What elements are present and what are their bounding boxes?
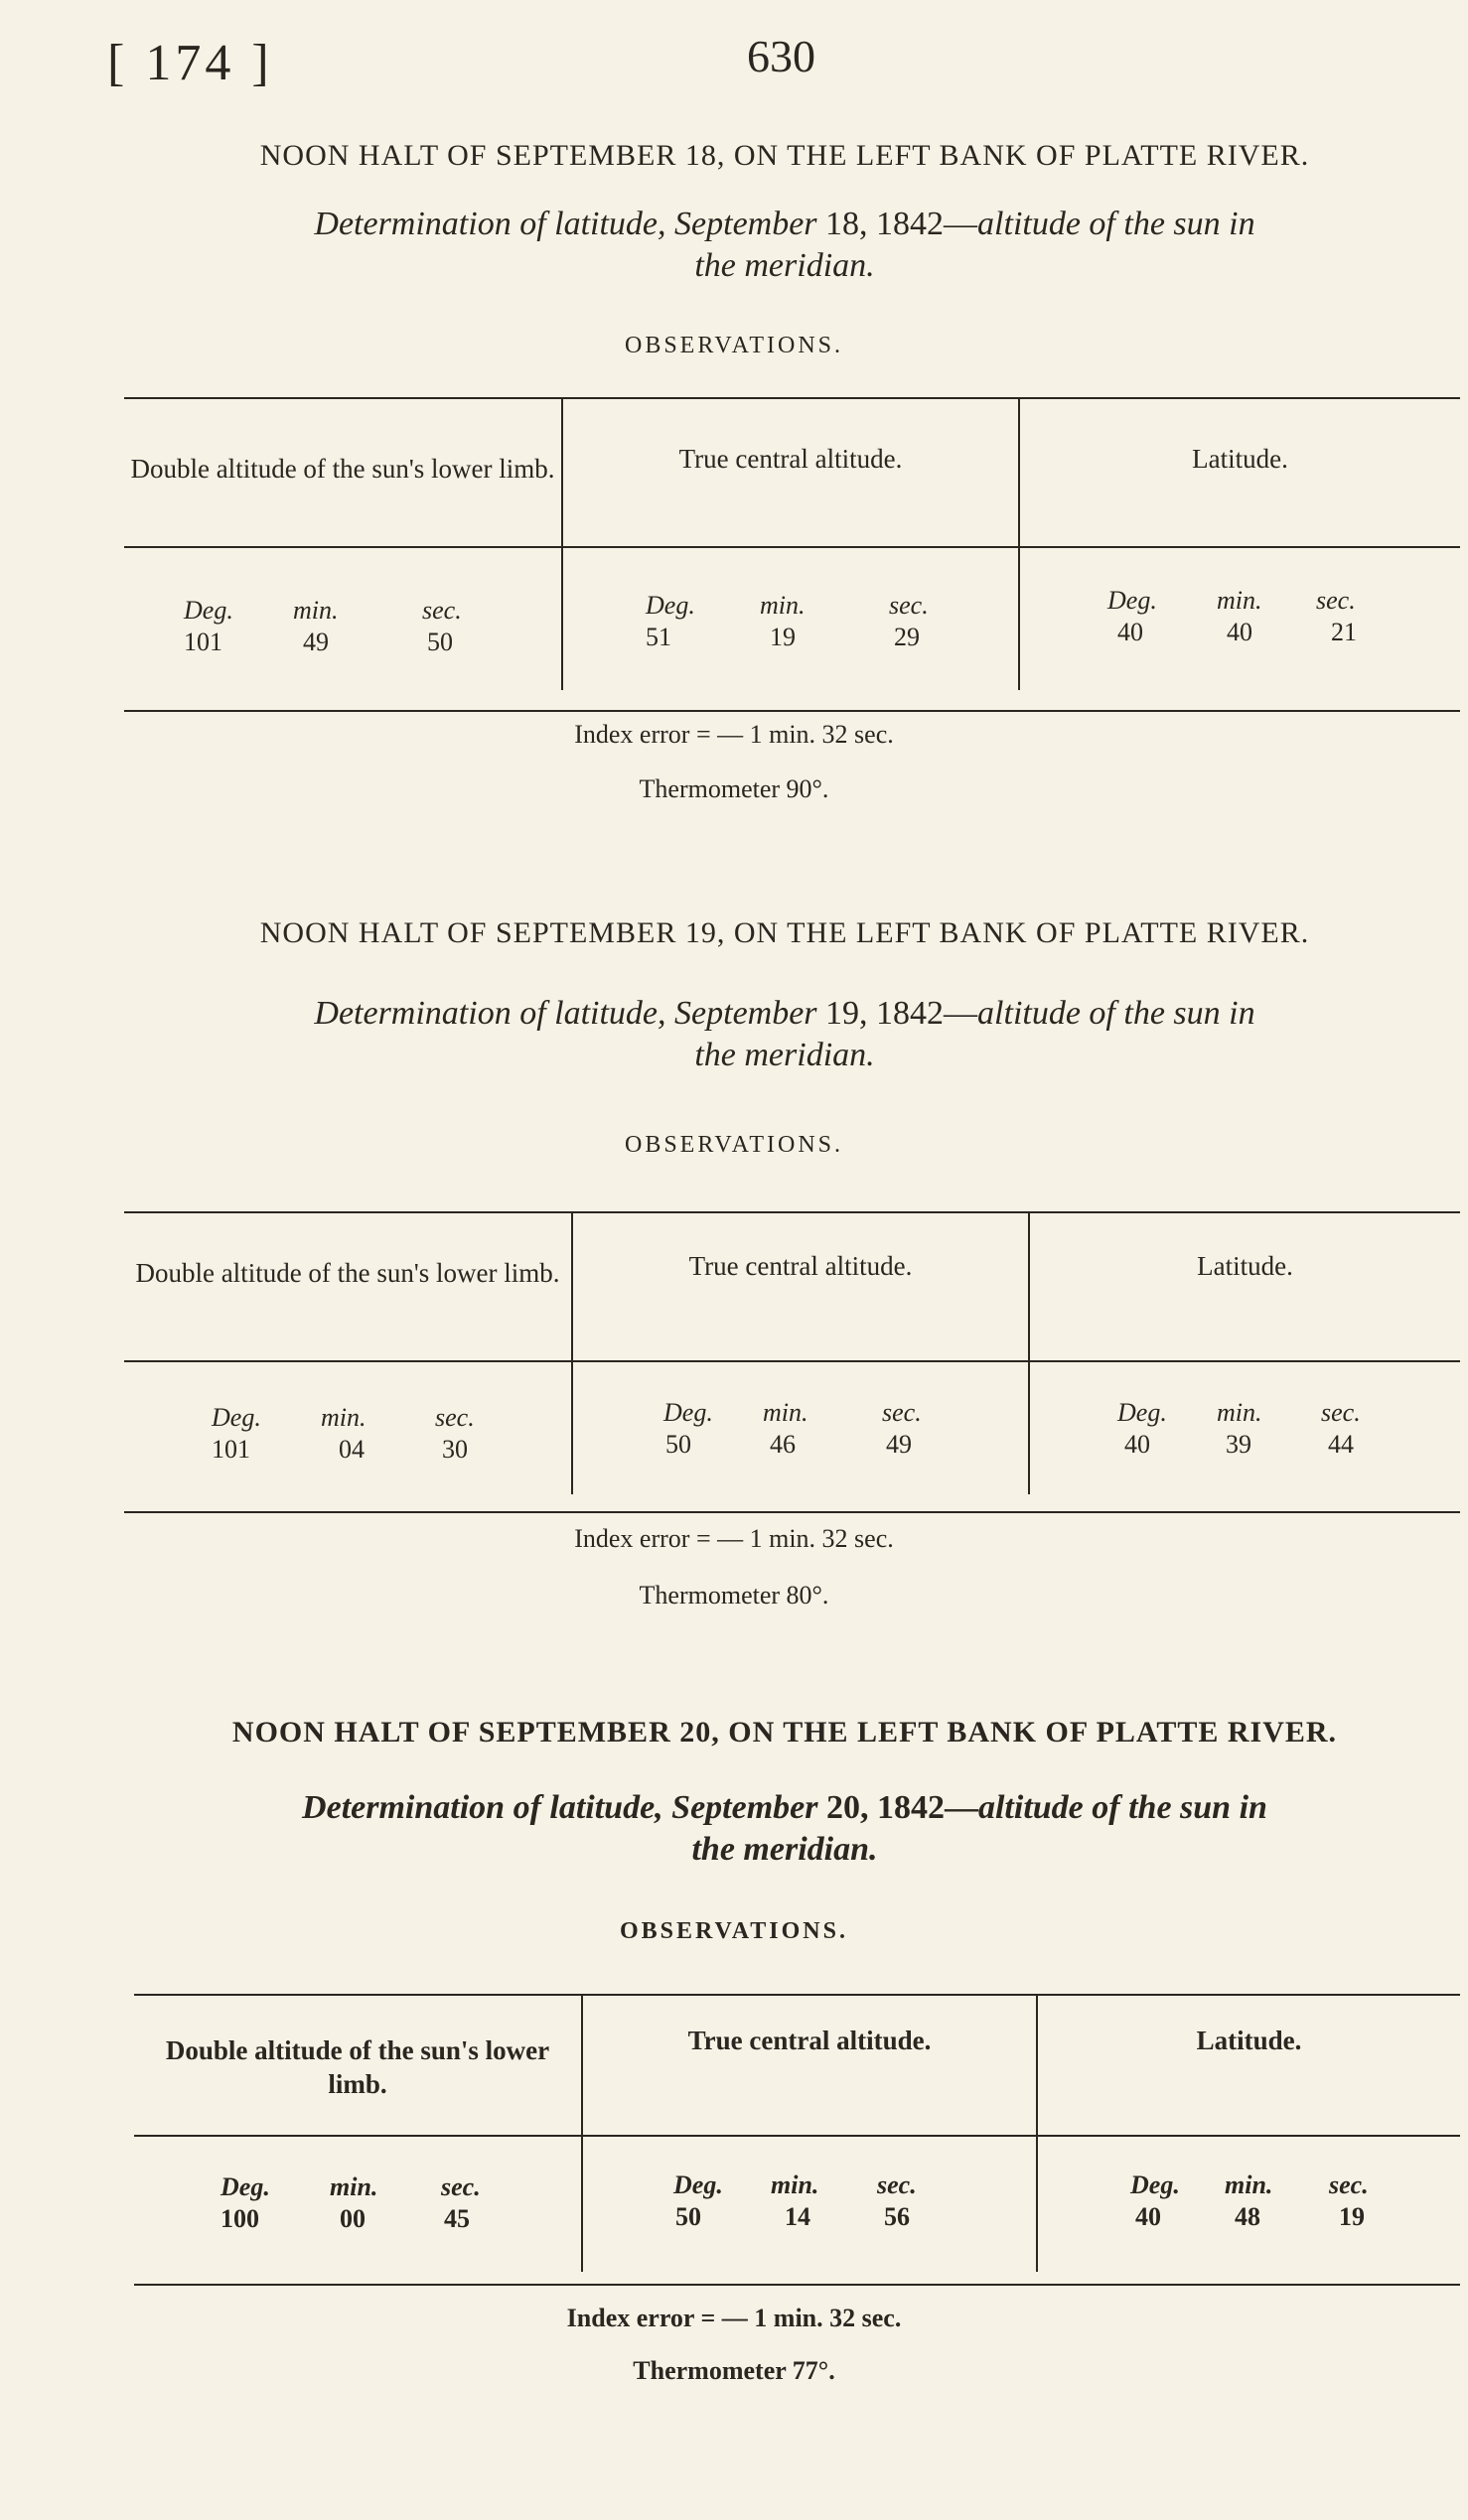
value-sec: 45: [444, 2204, 470, 2233]
value-sec: 56: [884, 2202, 910, 2231]
det-prefix: Determination of latitude,: [314, 206, 675, 242]
unit-deg: Deg.: [663, 1398, 713, 1427]
value-deg: 51: [646, 623, 671, 651]
value-min: 49: [303, 628, 329, 656]
observations-label: OBSERVATIONS.: [619, 1918, 848, 1944]
value-deg: 40: [1117, 618, 1143, 646]
unit-deg: Deg.: [646, 591, 695, 620]
value-sec: 19: [1339, 2202, 1365, 2231]
table-top-rule: [134, 1994, 1460, 1996]
det-suffix-line2: the meridian.: [691, 1831, 878, 1868]
det-suffix-line2: the meridian.: [694, 1037, 875, 1073]
table-header-rule: [124, 1360, 1460, 1362]
det-suffix-line1: altitude of the sun in: [977, 995, 1255, 1032]
value-min: 04: [339, 1435, 365, 1464]
value-deg: 100: [220, 2204, 259, 2233]
unit-min: min.: [763, 1398, 808, 1427]
value-deg: 50: [675, 2202, 701, 2231]
unit-sec: sec.: [889, 591, 929, 620]
folio-bracket-label: [ 174 ]: [107, 35, 273, 91]
column-header-double-altitude: Double altitude of the sun's lower limb.: [165, 2035, 550, 2099]
det-prefix: Determination of latitude,: [314, 995, 675, 1032]
column-header-latitude: Latitude.: [1192, 444, 1288, 474]
unit-sec: sec.: [1321, 1398, 1361, 1427]
value-deg: 40: [1124, 1430, 1150, 1459]
column-header-latitude: Latitude.: [1197, 1251, 1293, 1281]
section-heading: NOON HALT OF SEPTEMBER 19, ON THE LEFT BANK OF PLATTE RIVER.: [259, 916, 1310, 949]
index-error-note: Index error = — 1 min. 32 sec.: [574, 1524, 894, 1553]
column-header-double-altitude: Double altitude of the sun's lower limb.: [130, 454, 555, 484]
value-deg: 101: [212, 1435, 250, 1464]
table-header-rule: [124, 546, 1460, 548]
unit-sec: sec.: [882, 1398, 922, 1427]
table-bottom-rule: [124, 1511, 1460, 1513]
column-header-latitude: Latitude.: [1196, 2026, 1302, 2055]
section-heading: NOON HALT OF SEPTEMBER 18, ON THE LEFT BANK OF PLATTE RIVER.: [259, 139, 1310, 172]
unit-min: min.: [1217, 586, 1262, 615]
unit-sec: sec.: [1316, 586, 1356, 615]
det-prefix: Determination of latitude,: [302, 1789, 672, 1826]
value-min: 00: [340, 2204, 366, 2233]
det-date-italic: September: [674, 206, 817, 242]
unit-sec: sec.: [422, 596, 462, 625]
det-date: 18, 1842—: [816, 206, 978, 242]
determination-text: [99, 993, 1468, 1076]
column-header-true-central-altitude: True central altitude.: [688, 1251, 913, 1281]
value-deg: 50: [665, 1430, 691, 1459]
section-heading: NOON HALT OF SEPTEMBER 20, ON THE LEFT BANK OF PLATTE RIVER.: [231, 1716, 1338, 1749]
unit-min: min.: [1217, 1398, 1262, 1427]
determination-text: [99, 204, 1468, 287]
thermometer-note: Thermometer 90°.: [639, 774, 829, 803]
value-sec: 49: [886, 1430, 912, 1459]
value-min: 40: [1227, 618, 1252, 646]
unit-deg: Deg.: [1107, 586, 1157, 615]
thermometer-note: Thermometer 80°.: [639, 1581, 829, 1610]
table-header-rule: [134, 2135, 1460, 2137]
det-suffix-line1: altitude of the sun in: [977, 206, 1255, 242]
determination-text: [99, 1787, 1468, 1871]
unit-sec: sec.: [877, 2170, 917, 2199]
column-header-true-central-altitude: True central altitude.: [687, 2026, 932, 2055]
det-date-italic: September: [671, 1789, 818, 1826]
det-date: 19, 1842—: [816, 995, 978, 1032]
unit-min: min.: [771, 2170, 819, 2199]
unit-min: min.: [330, 2172, 378, 2201]
thermometer-note: Thermometer 77°.: [633, 2356, 835, 2385]
det-date-italic: September: [674, 995, 817, 1032]
index-error-note: Index error = — 1 min. 32 sec.: [566, 2304, 902, 2332]
observations-label: OBSERVATIONS.: [624, 333, 843, 358]
page-number: 630: [747, 31, 815, 81]
observations-table: [124, 397, 1460, 715]
observations-table: [124, 1211, 1460, 1519]
table-bottom-rule: [134, 2284, 1460, 2286]
value-min: 48: [1235, 2202, 1260, 2231]
index-error-note: Index error = — 1 min. 32 sec.: [574, 720, 894, 749]
unit-min: min.: [1225, 2170, 1273, 2199]
det-date: 20, 1842—: [817, 1789, 978, 1826]
unit-deg: Deg.: [1130, 2170, 1180, 2199]
unit-sec: sec.: [1329, 2170, 1369, 2199]
unit-min: min.: [760, 591, 806, 620]
table-bottom-rule: [124, 710, 1460, 712]
value-min: 46: [770, 1430, 796, 1459]
value-deg: 40: [1135, 2202, 1161, 2231]
value-min: 14: [785, 2202, 810, 2231]
unit-min: min.: [293, 596, 339, 625]
unit-deg: Deg.: [184, 596, 233, 625]
unit-deg: Deg.: [220, 2172, 270, 2201]
observations-table: [124, 1994, 1460, 2302]
det-suffix-line1: altitude of the sun in: [977, 1789, 1267, 1826]
unit-sec: sec.: [441, 2172, 481, 2201]
value-sec: 21: [1331, 618, 1357, 646]
unit-deg: Deg.: [212, 1403, 261, 1432]
value-deg: 101: [184, 628, 222, 656]
value-min: 19: [770, 623, 796, 651]
value-sec: 50: [427, 628, 453, 656]
value-min: 39: [1226, 1430, 1251, 1459]
unit-sec: sec.: [435, 1403, 475, 1432]
unit-deg: Deg.: [673, 2170, 723, 2199]
value-sec: 29: [894, 623, 920, 651]
table-top-rule: [124, 1211, 1460, 1213]
value-sec: 30: [442, 1435, 468, 1464]
unit-min: min.: [321, 1403, 367, 1432]
unit-deg: Deg.: [1117, 1398, 1167, 1427]
table-top-rule: [124, 397, 1460, 399]
det-suffix-line2: the meridian.: [694, 247, 875, 284]
column-header-true-central-altitude: True central altitude.: [678, 444, 903, 474]
column-header-double-altitude: Double altitude of the sun's lower limb.: [135, 1258, 560, 1288]
observations-label: OBSERVATIONS.: [624, 1132, 843, 1158]
value-sec: 44: [1328, 1430, 1354, 1459]
